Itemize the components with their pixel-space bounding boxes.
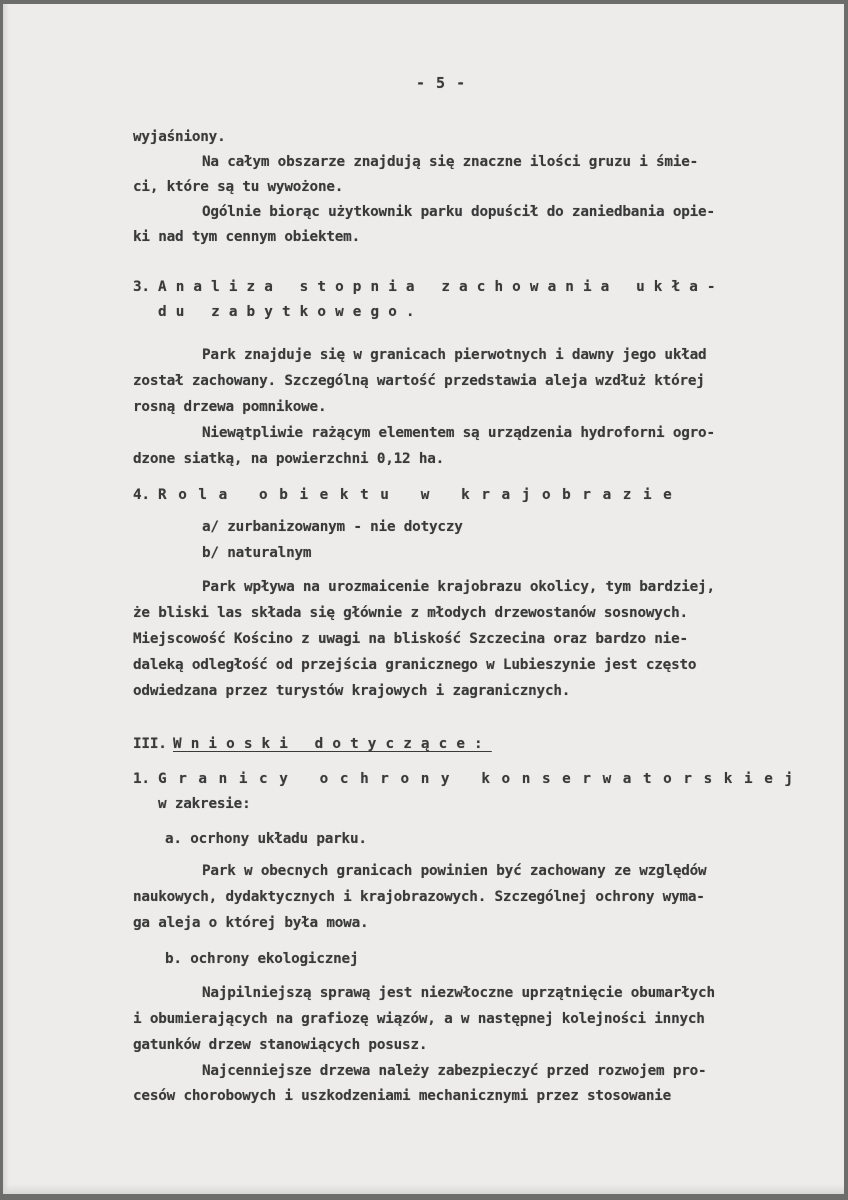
subsection-1-title: Granicy ochrony konserwatorskiej [158, 771, 805, 787]
text-line: Miejscowość Kościno z uwagi na bliskość Szczecina oraz bardzo nie- [133, 631, 688, 647]
text-line: rosną drzewa pomnikowe. [133, 399, 327, 415]
text-line: Ogólnie biorąc użytkownik parku dopuścił do zaniedbania opie- [202, 204, 715, 220]
text-line: i obumierających na grafiozę wiązów, a w następnej kolejności innych [133, 1011, 705, 1027]
text-line: Park w obecnych granicach powinien być zachowany ze względów [202, 863, 707, 879]
subsection-1-number: 1. [133, 771, 150, 787]
section-III-number: III. [133, 736, 167, 752]
text-line: odwiedzana przez turystów krajowych i zagranicznych. [133, 683, 571, 699]
list-item: b/ naturalnym [202, 545, 312, 561]
document-page [3, 4, 844, 1194]
text-line: ci, które są tu wywożone. [133, 179, 344, 195]
text-line: dzone siatką, na powierzchni 0,12 ha. [133, 451, 445, 467]
text-line: ga aleja o której była mowa. [133, 915, 369, 931]
subsection-a-label: a. ocrhony układu parku. [165, 831, 367, 847]
text-line: Najcenniejsze drzewa należy zabezpieczyć przed rozwojem pro- [202, 1063, 707, 1079]
section-4-title: Rola obiektu w krajobrazie [158, 487, 684, 503]
text-line: wyjaśniony. [133, 129, 226, 145]
section-3-title: Analiza stopnia zachowania ukła- [158, 279, 725, 295]
text-line: Niewątpliwie rażącym elementem są urządzenia hydroforni ogro- [202, 425, 715, 441]
text-line: Najpilniejszą sprawą jest niezwłoczne uprzątnięcie obumarłych [202, 985, 715, 1001]
text-line: naukowych, dydaktycznych i krajobrazowych. Szczególnej ochrony wyma- [133, 889, 705, 905]
section-3-title: du zabytkowego. [158, 304, 424, 320]
text-line: Park znajduje się w granicach pierwotnych i dawny jego układ [202, 347, 707, 363]
page-shadow-bottom [3, 1184, 844, 1194]
section-3-number: 3. [133, 279, 150, 295]
subsection-1-subtitle: w zakresie: [158, 796, 251, 812]
text-line: ki nad tym cennym obiektem. [133, 229, 361, 245]
list-item: a/ zurbanizowanym - nie dotyczy [202, 519, 463, 535]
text-line: gatunków drzew stanowiących posusz. [133, 1037, 428, 1053]
text-line: daleką odległość od przejścia granicznego w Lubieszynie jest często [133, 657, 697, 673]
subsection-b-label: b. ochrony ekologicznej [165, 951, 359, 967]
section-III-title: Wnioski dotyczące: [173, 736, 492, 752]
text-line: cesów chorobowych i uszkodzeniami mechanicznymi przez stosowanie [133, 1088, 672, 1104]
page-number: - 5 - [416, 74, 467, 92]
text-line: Park wpływa na urozmaicenie krajobrazu okolicy, tym bardziej, [202, 579, 715, 595]
section-4-number: 4. [133, 487, 150, 503]
page-shadow-left [3, 4, 9, 1194]
text-line: został zachowany. Szczególną wartość przedstawia aleja wzdłuż której [133, 373, 705, 389]
text-line: że bliski las składa się głównie z młodych drzewostanów sosnowych. [133, 605, 688, 621]
text-line: Na całym obszarze znajdują się znaczne ilości gruzu i śmie- [202, 154, 699, 170]
